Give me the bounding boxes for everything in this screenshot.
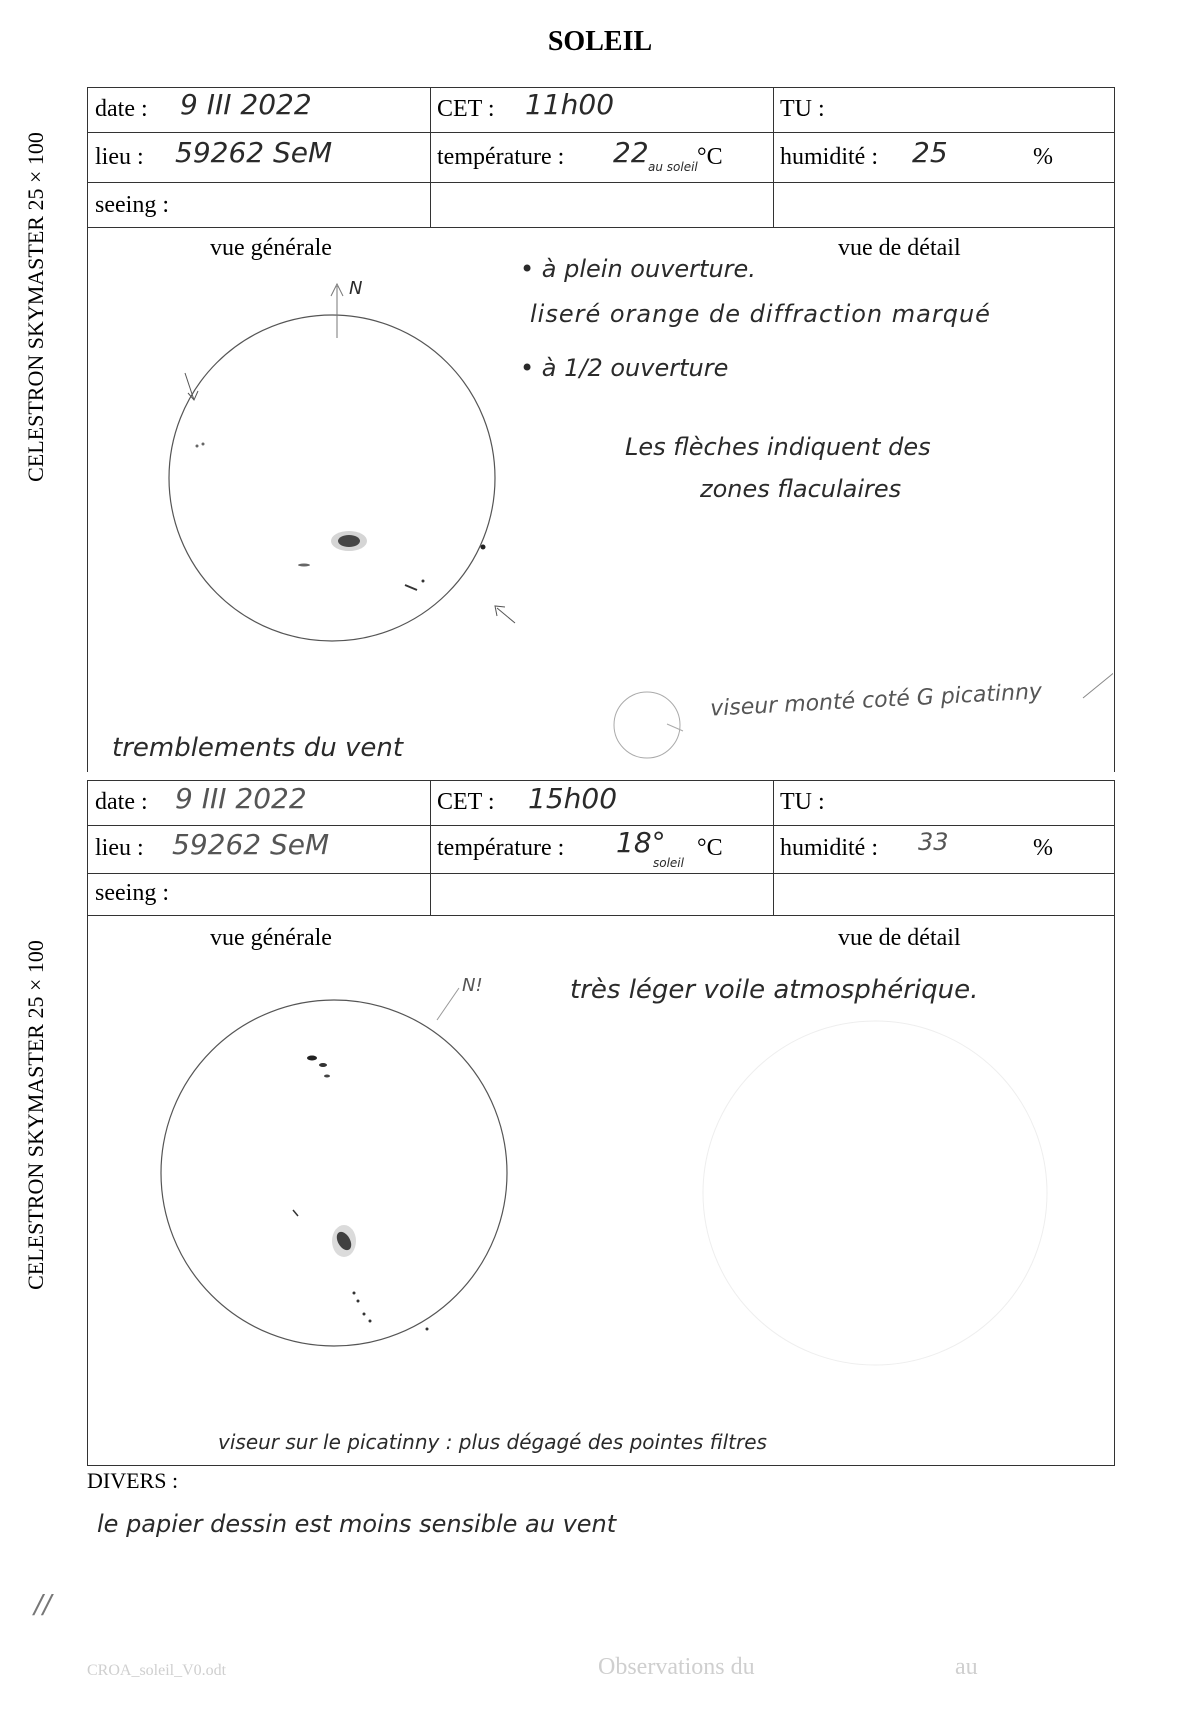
temperature-label: température :: [437, 144, 565, 170]
facula-mark: [202, 443, 205, 446]
temperature-label: température :: [437, 835, 565, 861]
note-line: • à 1/2 ouverture: [520, 354, 729, 382]
lieu-label: lieu :: [95, 835, 144, 861]
footer-center: Observations du: [598, 1654, 755, 1680]
sunspot: [293, 1210, 298, 1216]
temperature-value: 22: [613, 136, 649, 169]
vue-generale-label: vue générale: [210, 235, 332, 261]
sunspot: [307, 1056, 317, 1061]
date-value: 9 III 2022: [180, 88, 312, 121]
seeing-label: seeing :: [95, 192, 169, 218]
sunspot: [319, 1063, 327, 1067]
humidite-value: 25: [912, 136, 948, 169]
facula-mark: [196, 445, 199, 448]
penumbra: [331, 531, 367, 551]
divers-label: DIVERS :: [87, 1468, 179, 1493]
note-line: liseré orange de diffraction marqué: [530, 300, 991, 328]
north-mark: N: [349, 278, 363, 299]
row-line: [87, 780, 1115, 781]
vue-generale-label: vue générale: [210, 925, 332, 951]
col-line: [773, 780, 774, 915]
row-line: [87, 182, 1115, 183]
col-line: [430, 87, 431, 227]
side-label-bottom: CELESTRON SKYMASTER 25 × 100: [23, 940, 48, 1290]
note-line: tremblements du vent: [112, 733, 404, 763]
temperature-note: au soleil: [648, 160, 698, 174]
footer-file: CROA_soleil_V0.odt: [87, 1662, 227, 1679]
date-label: date :: [95, 96, 148, 122]
cet-label: CET :: [437, 96, 495, 122]
note-line: viseur monté coté G picatinny: [709, 679, 1043, 722]
pointer-line: [1083, 658, 1113, 698]
vue-detail-label: vue de détail: [838, 235, 961, 261]
tu-label: TU :: [780, 96, 825, 122]
vue-detail-label: vue de détail: [838, 925, 961, 951]
cet-value: 11h00: [525, 88, 615, 121]
sunspot: [298, 564, 310, 567]
cet-value: 15h00: [528, 782, 618, 815]
degree-unit: °C: [697, 835, 723, 861]
row-line: [87, 825, 1115, 826]
note-line: Les flèches indiquent des: [625, 433, 931, 461]
margin-mark: //: [34, 1590, 52, 1620]
note-line: viseur sur le picatinny : plus dégagé des pointes filtres: [218, 1430, 767, 1454]
humidite-value: 33: [918, 828, 949, 856]
note-line: zones flaculaires: [700, 475, 902, 503]
temperature-note: soleil: [653, 856, 684, 870]
ghost-detail-circle: [703, 1021, 1047, 1365]
row-line: [87, 132, 1115, 133]
date-label: date :: [95, 789, 148, 815]
humidite-label: humidité :: [780, 144, 878, 170]
tu-label: TU :: [780, 789, 825, 815]
viewfinder-mark: [667, 724, 683, 731]
temperature-value: 18°: [616, 826, 666, 859]
col-line: [430, 780, 431, 915]
cet-label: CET :: [437, 789, 495, 815]
humidite-label: humidité :: [780, 835, 878, 861]
solar-disk: [161, 1000, 507, 1346]
page-title: SOLEIL: [547, 26, 653, 57]
lieu-value: 59262 SeM: [172, 828, 330, 861]
north-mark: N!: [462, 975, 483, 996]
lieu-value: 59262 SeM: [175, 136, 333, 169]
row-line: [87, 873, 1115, 874]
penumbra: [332, 1225, 356, 1257]
north-arrow-icon: [437, 988, 459, 1020]
note-line: • à plein ouverture.: [520, 255, 756, 283]
note-line: très léger voile atmosphérique.: [570, 975, 979, 1005]
sunspot: [422, 580, 425, 583]
sunspot: [369, 1320, 372, 1323]
date-value: 9 III 2022: [175, 782, 307, 815]
facula-arrow-icon: [497, 608, 515, 623]
facula-arrow-icon: [185, 373, 194, 400]
seeing-label: seeing :: [95, 880, 169, 906]
sunspot: [353, 1292, 356, 1295]
degree-unit: °C: [697, 144, 723, 170]
sunspot: [363, 1313, 366, 1316]
sunspot: [405, 585, 417, 590]
lieu-label: lieu :: [95, 144, 144, 170]
sunspot: [426, 1328, 429, 1331]
sunspot: [324, 1075, 330, 1078]
sunspot: [481, 545, 486, 550]
sunspot: [357, 1300, 360, 1303]
side-label-top: CELESTRON SKYMASTER 25 × 100: [23, 132, 48, 482]
percent-unit: %: [1033, 144, 1053, 170]
percent-unit: %: [1033, 835, 1053, 861]
footer-right: au: [955, 1654, 978, 1680]
col-line: [773, 87, 774, 227]
solar-disk: [169, 315, 495, 641]
divers-note: le papier dessin est moins sensible au vent: [97, 1510, 617, 1538]
